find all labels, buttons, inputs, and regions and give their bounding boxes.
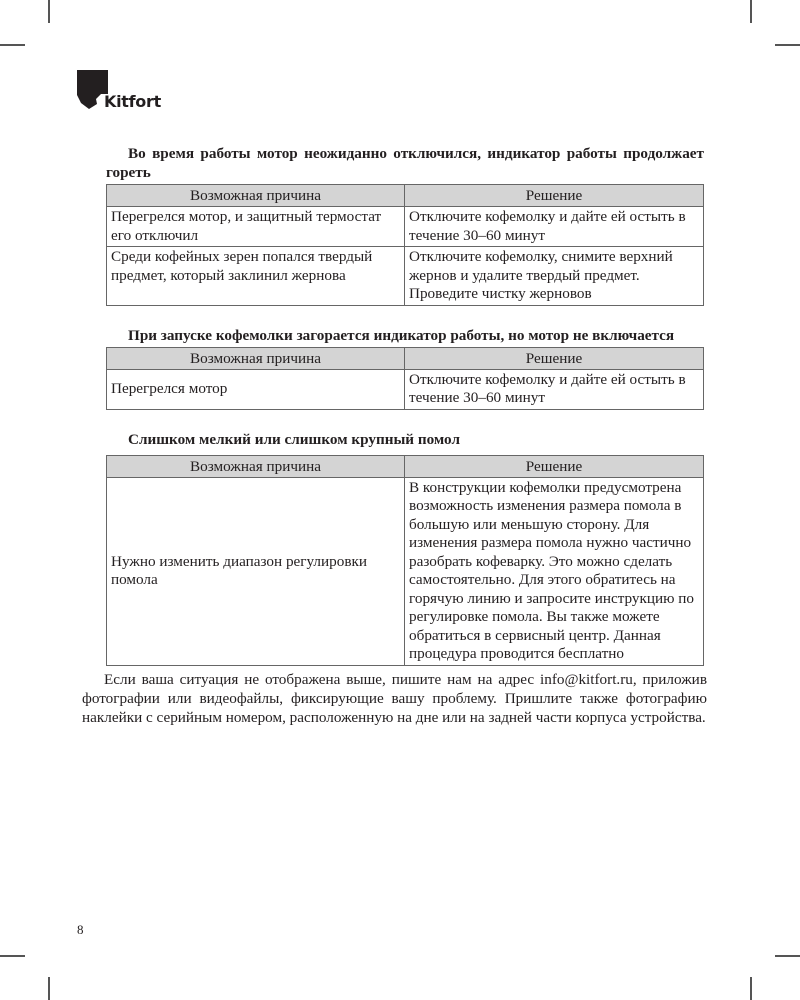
cause-cell: Нужно изменить диапазон регулировки помола xyxy=(107,477,405,665)
table-row xyxy=(107,207,704,247)
section-heading: При запуске кофемолки загорается индикатор работы, но мотор не включается xyxy=(128,326,675,344)
contact-paragraph: Если ваша ситуация не отображена выше, пишите нам на адрес info@kitfort.ru, приложив фотографии или видеофайлы, фиксирующие вашу проблему. Пришлите также фотографию наклейки с серийным номером, расположенную на дне или на задней части корпуса устройства. xyxy=(82,670,707,726)
crop-mark-bottom-left-horizontal xyxy=(0,955,25,957)
cause-cell: Перегрелся мотор, и защитный термостат его отключил xyxy=(107,207,405,247)
column-header-cause: Возможная причина xyxy=(107,347,405,369)
solution-cell: Отключите кофемолку и дайте ей остыть в течение 30–60 минут xyxy=(405,207,704,247)
table-header-row xyxy=(107,185,704,207)
column-header-solution: Решение xyxy=(405,455,704,477)
troubleshooting-content xyxy=(82,144,707,727)
table-header-row xyxy=(107,347,704,369)
solution-cell: Отключите кофемолку, снимите верхний жернов и удалите твердый предмет. Проведите чистку жерновов xyxy=(405,247,704,306)
table-row xyxy=(107,247,704,306)
crop-mark-bottom-right-vertical xyxy=(750,977,752,1000)
crop-mark-bottom-right-horizontal xyxy=(775,955,800,957)
crop-mark-top-left-horizontal xyxy=(0,44,25,46)
column-header-cause: Возможная причина xyxy=(107,185,405,207)
table-row xyxy=(107,369,704,409)
column-header-solution: Решение xyxy=(405,185,704,207)
brand-logo-text: Kitfort xyxy=(104,92,161,111)
section-heading: Во время работы мотор неожиданно отключился, индикатор работы продолжает гореть xyxy=(106,145,704,181)
column-header-solution: Решение xyxy=(405,347,704,369)
section-motor-not-starting xyxy=(106,326,704,410)
cause-cell: Среди кофейных зерен попался твердый предмет, который заклинил жернова xyxy=(107,247,405,306)
crop-mark-bottom-left-vertical xyxy=(48,977,50,1000)
troubleshooting-table xyxy=(106,184,704,306)
column-header-cause: Возможная причина xyxy=(107,455,405,477)
crop-mark-top-right-horizontal xyxy=(775,44,800,46)
table-row xyxy=(107,477,704,665)
page-number: 8 xyxy=(77,922,84,937)
crop-mark-top-right-vertical xyxy=(750,0,752,23)
troubleshooting-table xyxy=(106,455,704,666)
solution-cell: Отключите кофемолку и дайте ей остыть в течение 30–60 минут xyxy=(405,369,704,409)
section-heading: Слишком мелкий или слишком крупный помол xyxy=(128,430,460,448)
table-header-row xyxy=(107,455,704,477)
cause-cell: Перегрелся мотор xyxy=(107,369,405,409)
section-motor-shutoff xyxy=(106,144,704,306)
troubleshooting-table xyxy=(106,347,704,410)
solution-cell: В конструкции кофемолки предусмотрена возможность изменения размера помола в большую или меньшую сторону. Для изменения размера помола нужно частично разобрать кофеварку. Это можно сделать самостоятельно. Для этого обратитесь на горячую линию и запросите инструкцию по регулировке помола. Вы также можете обратиться в сервисный центр. Данная процедура проводится бесплатно xyxy=(405,477,704,665)
crop-mark-top-left-vertical xyxy=(48,0,50,23)
section-grind-size xyxy=(106,430,704,666)
